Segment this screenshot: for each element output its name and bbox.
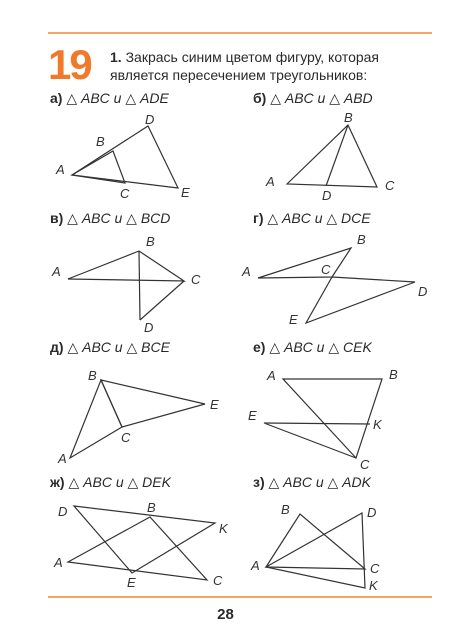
figure-d: [57, 368, 219, 466]
triangle-cek-e: [264, 423, 370, 458]
point-label: B: [389, 367, 398, 382]
figure-z: [250, 502, 380, 593]
point-label: A: [267, 368, 276, 383]
task-text: Закрась синим цветом фигуру, которая является пересечением треугольников:: [110, 49, 380, 83]
figure-e: [248, 367, 398, 472]
point-label: A: [54, 555, 63, 570]
point-label: D: [322, 188, 332, 203]
figure-b: [265, 110, 395, 203]
point-label: A: [52, 264, 61, 279]
point-label: D: [418, 284, 428, 299]
point-label: A: [56, 162, 65, 177]
triangle-abc-z: [266, 514, 365, 569]
segment-bd: [326, 125, 348, 186]
triangle-ade-a: [72, 126, 178, 188]
triangle-adk-z: [266, 513, 365, 588]
point-label: C: [191, 272, 201, 287]
exercise-number: 19: [48, 41, 91, 88]
point-label: D: [367, 505, 377, 520]
point-label: E: [127, 575, 136, 590]
point-label: C: [321, 262, 331, 277]
point-label: C: [385, 178, 395, 193]
segment-cd: [140, 281, 184, 320]
part-d-letter: д): [50, 339, 64, 355]
page-number: 28: [217, 606, 234, 623]
point-label: D: [144, 320, 154, 335]
triangle-bce-d: [101, 380, 205, 427]
part-g-letter: г): [253, 210, 264, 226]
part-e-triangles: △ ABC и △ CEK: [269, 339, 372, 355]
figure-zh: [53, 500, 229, 590]
point-label: K: [373, 417, 382, 432]
bottom-rule: [48, 596, 432, 598]
part-d-triangles: △ ABC и △ BCE: [67, 339, 170, 355]
point-label: B: [88, 368, 97, 383]
part-a-letter: а): [50, 90, 63, 106]
point-label: A: [242, 264, 251, 279]
point-label: B: [344, 110, 353, 125]
point-label: E: [181, 185, 190, 200]
part-v-letter: в): [50, 210, 64, 226]
point-label: B: [281, 502, 290, 517]
part-v-triangles: △ ABC и △ BCD: [67, 210, 171, 226]
part-z-triangles: △ ABC и △ ADK: [268, 474, 371, 490]
triangle-dce-g: [306, 277, 415, 323]
point-label: K: [219, 521, 228, 536]
part-b-letter: б): [253, 90, 267, 106]
point-label: C: [120, 186, 130, 201]
part-z-letter: з): [253, 474, 265, 490]
point-label: E: [248, 408, 257, 423]
part-zh-letter: ж): [50, 474, 65, 490]
point-label: C: [370, 561, 380, 576]
point-label: E: [289, 312, 298, 327]
triangle-dek-zh: [74, 506, 215, 573]
point-label: B: [147, 500, 156, 515]
point-label: B: [96, 134, 105, 149]
triangle-abc-zh: [68, 517, 207, 580]
part-b-triangles: △ ABC и △ ABD: [270, 90, 373, 106]
point-label: A: [251, 558, 260, 573]
point-label: K: [369, 578, 378, 593]
triangle-abc-g: [258, 248, 351, 278]
point-label: B: [146, 234, 155, 249]
task-number: 1.: [110, 49, 122, 65]
figure-g: [241, 232, 427, 327]
figure-a: [55, 112, 190, 201]
segment-bd: [139, 251, 140, 320]
part-zh-triangles: △ ABC и △ DEK: [68, 474, 171, 490]
point-label: D: [58, 504, 68, 519]
triangle-abc-e: [283, 379, 382, 458]
part-g-triangles: △ ABC и △ DCE: [267, 210, 371, 226]
point-label: C: [360, 457, 370, 472]
point-label: E: [210, 397, 219, 412]
point-label: C: [121, 430, 131, 445]
point-label: C: [213, 573, 223, 588]
point-label: D: [145, 112, 155, 127]
triangle-abc-v: [68, 251, 184, 281]
triangle-abc-d: [70, 380, 122, 458]
point-label: B: [357, 232, 366, 247]
part-a-triangles: △ ABC и △ ADE: [66, 90, 169, 106]
point-label: A: [58, 451, 67, 466]
point-label: A: [266, 174, 275, 189]
triangle-abc-b: [287, 125, 377, 187]
part-e-letter: е): [253, 339, 266, 355]
figure-v: [51, 234, 201, 335]
